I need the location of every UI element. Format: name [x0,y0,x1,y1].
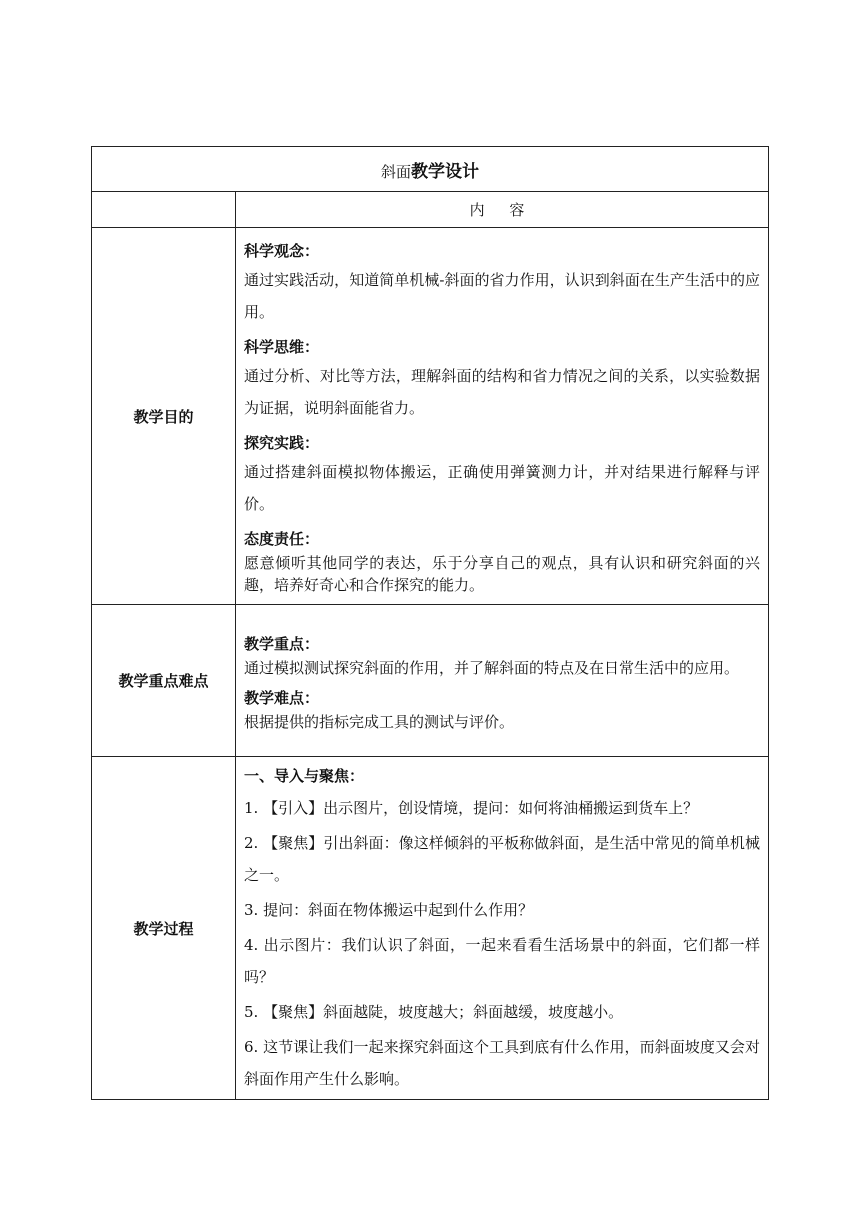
goal-heading: 态度责任： [244,530,320,548]
process-content [236,757,769,1100]
goal-heading: 科学思维： [244,338,320,356]
header-empty-cell [92,192,236,228]
goal-text: 愿意倾听其他同学的表达，乐于分享自己的观点，具有认识和研究斜面的兴趣，培养好奇心和合作探究的能力。 [244,554,760,594]
process-label: 教学过程 [92,757,236,1100]
process-item: 3. 提问：斜面在物体搬运中起到什么作用？ [244,901,534,919]
content-header: 内 容 [236,192,769,228]
lesson-plan-table [91,146,769,1100]
difficulty-heading: 教学难点： [244,688,320,707]
process-item: 6. 这节课让我们一起来探究斜面这个工具到底有什么作用，而斜面坡度又会对斜面作用产生什么影响。 [244,1038,760,1088]
goals-label: 教学目的 [92,228,236,605]
process-item: 1. 【引入】出示图片，创设情境，提问：如何将油桶搬运到货车上？ [244,799,699,817]
title-plain: 斜面 [380,162,411,181]
key-points-row [92,605,769,757]
key-points-content [236,605,769,757]
process-row [92,757,769,1100]
goals-content [236,228,769,605]
goal-heading: 科学观念： [244,242,320,260]
title-bold: 教学设计 [411,161,479,182]
goal-text: 通过搭建斜面模拟物体搬运，正确使用弹簧测力计，并对结果进行解释与评价。 [244,463,760,513]
header-row [92,192,769,228]
process-heading: 一、导入与聚焦： [244,767,365,785]
process-item: 4. 出示图片：我们认识了斜面，一起来看看生活场景中的斜面，它们都一样吗？ [244,936,760,986]
process-item: 5. 【聚焦】斜面越陡，坡度越大；斜面越缓，坡度越小。 [244,1003,624,1021]
goal-heading: 探究实践： [244,434,320,452]
key-text: 通过模拟测试探究斜面的作用，并了解斜面的特点及在日常生活中的应用。 [244,658,740,677]
goal-text: 通过分析、对比等方法，理解斜面的结构和省力情况之间的关系，以实验数据为证据，说明斜面能省力。 [244,367,760,417]
difficulty-text: 根据提供的指标完成工具的测试与评价。 [244,712,515,731]
title-row [92,147,769,192]
process-item: 2. 【聚焦】引出斜面：像这样倾斜的平板称做斜面，是生活中常见的简单机械之一。 [244,834,760,884]
goal-text: 通过实践活动，知道简单机械-斜面的省力作用，认识到斜面在生产生活中的应用。 [244,271,760,321]
key-points-label: 教学重点难点 [92,605,236,757]
key-heading: 教学重点： [244,634,320,653]
goals-row [92,228,769,605]
document-title [92,147,769,192]
